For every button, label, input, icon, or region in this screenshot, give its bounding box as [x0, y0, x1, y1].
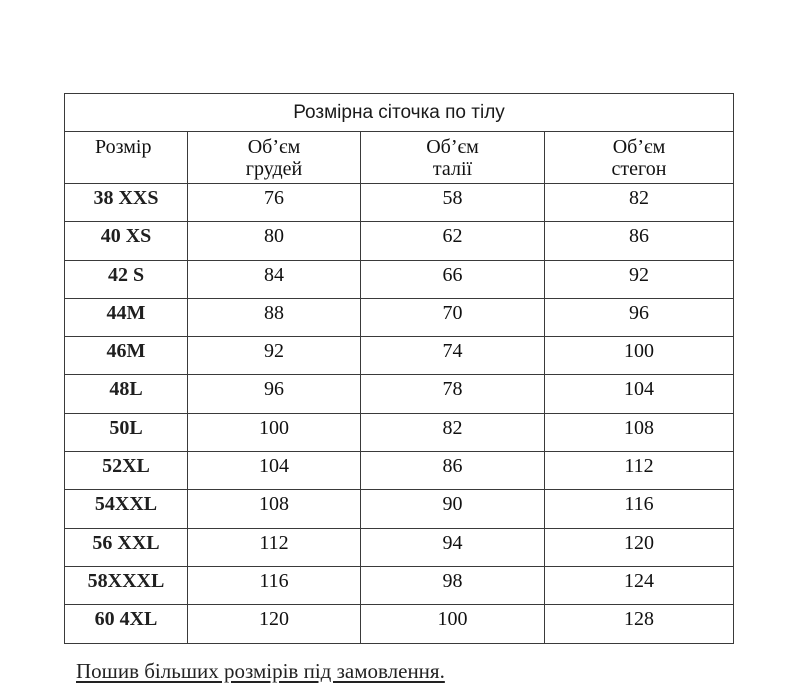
table-row — [65, 375, 734, 413]
table-row — [65, 184, 734, 222]
hips-cell: 100 — [545, 337, 734, 375]
waist-cell: 98 — [361, 566, 545, 604]
column-header-size: Розмір — [65, 132, 188, 184]
hips-cell: 128 — [545, 605, 734, 643]
waist-cell: 78 — [361, 375, 545, 413]
waist-cell: 62 — [361, 222, 545, 260]
custom-sizes-note: Пошив більших розмірів під замовлення. — [76, 659, 445, 683]
waist-cell: 90 — [361, 490, 545, 528]
chest-cell: 92 — [188, 337, 361, 375]
chest-cell: 104 — [188, 452, 361, 490]
chest-cell: 120 — [188, 605, 361, 643]
chest-cell: 76 — [188, 184, 361, 222]
waist-cell: 82 — [361, 413, 545, 451]
column-header-hips: Об’єм стегон — [545, 132, 734, 184]
hips-cell: 108 — [545, 413, 734, 451]
size-cell: 44M — [65, 298, 188, 336]
size-cell: 60 4XL — [65, 605, 188, 643]
hips-cell: 112 — [545, 452, 734, 490]
hips-cell: 116 — [545, 490, 734, 528]
table-title: Розмірна сіточка по тілу — [65, 94, 734, 132]
hips-cell: 96 — [545, 298, 734, 336]
hips-cell: 82 — [545, 184, 734, 222]
size-cell: 46M — [65, 337, 188, 375]
size-cell: 52XL — [65, 452, 188, 490]
hips-cell: 120 — [545, 528, 734, 566]
table-row — [65, 490, 734, 528]
table-row — [65, 605, 734, 643]
waist-cell: 100 — [361, 605, 545, 643]
size-cell: 38 XXS — [65, 184, 188, 222]
waist-cell: 94 — [361, 528, 545, 566]
table-row — [65, 260, 734, 298]
hips-cell: 124 — [545, 566, 734, 604]
chest-cell: 116 — [188, 566, 361, 604]
hips-cell: 104 — [545, 375, 734, 413]
table-row — [65, 528, 734, 566]
table-row — [65, 452, 734, 490]
column-header-waist: Об’єм талії — [361, 132, 545, 184]
chest-cell: 100 — [188, 413, 361, 451]
size-cell: 48L — [65, 375, 188, 413]
chest-cell: 84 — [188, 260, 361, 298]
header-row — [65, 132, 734, 184]
size-cell: 40 XS — [65, 222, 188, 260]
size-cell: 42 S — [65, 260, 188, 298]
table-row — [65, 222, 734, 260]
size-chart-table — [64, 93, 734, 644]
size-cell: 54XXL — [65, 490, 188, 528]
waist-cell: 86 — [361, 452, 545, 490]
chest-cell: 80 — [188, 222, 361, 260]
size-cell: 50L — [65, 413, 188, 451]
column-header-chest: Об’єм грудей — [188, 132, 361, 184]
size-cell: 56 XXL — [65, 528, 188, 566]
hips-cell: 86 — [545, 222, 734, 260]
chest-cell: 88 — [188, 298, 361, 336]
table-row — [65, 566, 734, 604]
hips-cell: 92 — [545, 260, 734, 298]
table-row — [65, 413, 734, 451]
size-cell: 58XXXL — [65, 566, 188, 604]
chest-cell: 108 — [188, 490, 361, 528]
chest-cell: 96 — [188, 375, 361, 413]
waist-cell: 66 — [361, 260, 545, 298]
table-row — [65, 337, 734, 375]
chest-cell: 112 — [188, 528, 361, 566]
waist-cell: 70 — [361, 298, 545, 336]
table-row — [65, 298, 734, 336]
waist-cell: 74 — [361, 337, 545, 375]
waist-cell: 58 — [361, 184, 545, 222]
